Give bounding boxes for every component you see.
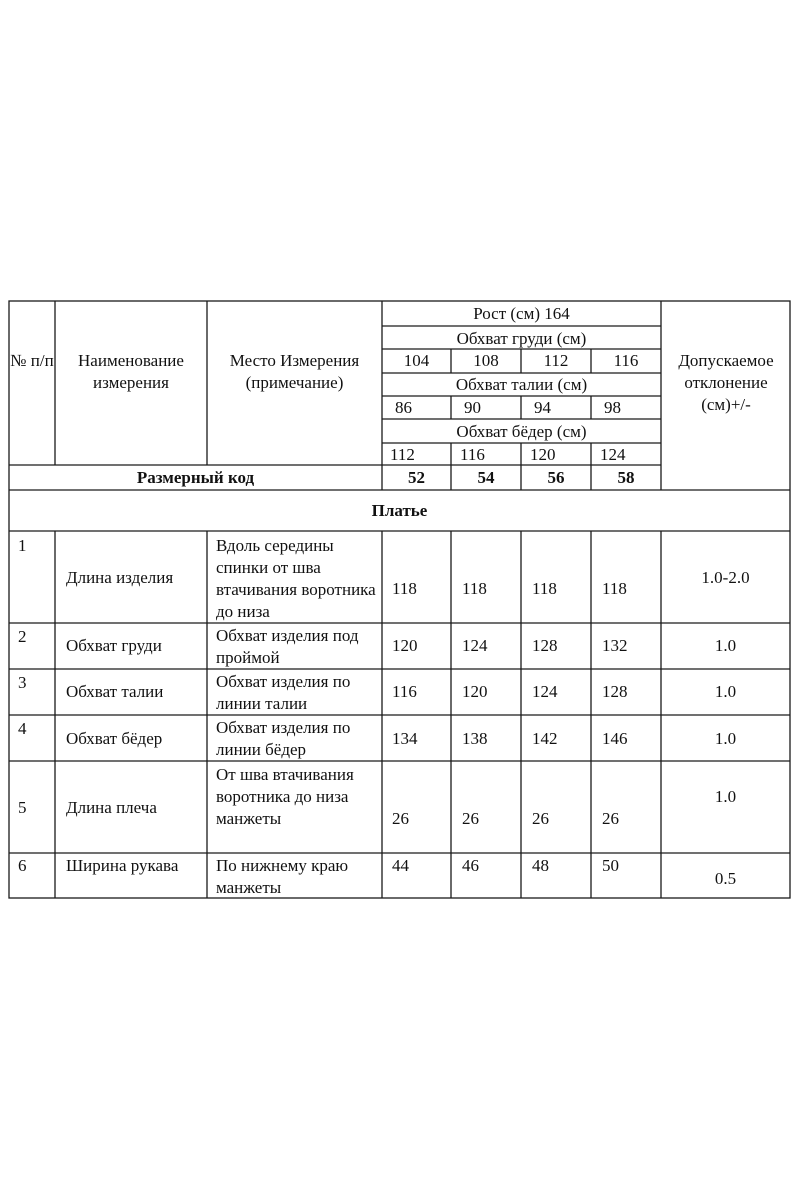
row-name: Длина плеча [66,798,157,817]
row-place: Вдоль середины спинки от шва втачивания воротника до низа [216,536,376,621]
row-value: 118 [602,579,627,598]
row-value: 26 [392,809,409,828]
row-value: 124 [532,682,558,701]
row-num: 2 [18,627,27,646]
row-value: 26 [602,809,619,828]
row-value: 44 [392,856,409,875]
chest-value: 116 [613,351,639,370]
row-place: Обхват изделия по линии бёдер [216,718,351,759]
row-num: 5 [18,798,27,817]
header-waist-label: Обхват талии (см) [455,375,588,394]
header-chest-label: Обхват груди (см) [456,329,587,348]
row-value: 48 [532,856,549,875]
row-value: 120 [392,636,418,655]
waist-value: 86 [395,398,412,417]
row-tolerance: 1.0 [714,787,737,806]
row-value: 118 [532,579,557,598]
row-value: 116 [392,682,417,701]
row-name: Обхват талии [66,682,164,701]
row-num: 1 [18,536,27,555]
hips-value: 120 [530,445,556,464]
section-title: Платье [371,501,428,520]
row-name: Обхват бёдер [66,729,163,748]
size-code-value: 52 [408,468,425,487]
waist-value: 94 [534,398,551,417]
chest-value: 108 [473,351,499,370]
row-name: Ширина рукава [66,856,179,875]
row-tolerance: 1.0 [714,636,737,655]
row-tolerance: 1.0 [714,729,737,748]
row-name: Обхват груди [66,636,162,655]
waist-value: 98 [604,398,621,417]
row-place: Обхват изделия по линии талии [216,672,351,713]
row-name: Длина изделия [66,568,174,587]
header-hips-label: Обхват бёдер (см) [456,422,587,441]
row-value: 142 [532,729,558,748]
hips-value: 116 [460,445,485,464]
size-code-value: 54 [477,468,495,487]
size-code-value: 58 [617,468,635,487]
row-value: 120 [462,682,488,701]
header-name-label: Наименование измерения [78,351,184,392]
row-value: 46 [462,856,479,875]
row-value: 118 [462,579,487,598]
row-value: 124 [462,636,488,655]
row-value: 128 [602,682,628,701]
row-value: 128 [532,636,558,655]
chest-value: 112 [543,351,569,370]
row-place: По нижнему краю манжеты [216,856,349,897]
waist-value: 90 [464,398,481,417]
row-tolerance: 1.0 [714,682,737,701]
row-tolerance: 1.0-2.0 [701,568,750,587]
row-place: Обхват изделия под проймой [216,626,359,667]
row-num: 3 [18,673,27,692]
row-tolerance: 0.5 [714,869,737,888]
row-value: 134 [392,729,418,748]
row-value: 138 [462,729,488,748]
chest-value: 104 [403,351,430,370]
row-place: От шва втачивания воротника до низа манжеты [216,765,354,828]
row-value: 26 [532,809,549,828]
size-code-value: 56 [547,468,565,487]
row-value: 50 [602,856,619,875]
header-num-label: № п/п [10,351,54,370]
row-value: 132 [602,636,628,655]
row-value: 26 [462,809,479,828]
hips-value: 124 [600,445,626,464]
hips-value: 112 [390,445,415,464]
header-place-label: Место Измерения (примечание) [229,351,360,392]
header-height-label: Рост (см) 164 [473,304,570,323]
row-value: 118 [392,579,417,598]
header-tolerance-label: Допускаемое отклонение (см)+/- [678,351,774,414]
size-code-label: Размерный код [136,468,255,487]
row-num: 4 [18,719,27,738]
row-value: 146 [602,729,628,748]
row-num: 6 [18,856,27,875]
